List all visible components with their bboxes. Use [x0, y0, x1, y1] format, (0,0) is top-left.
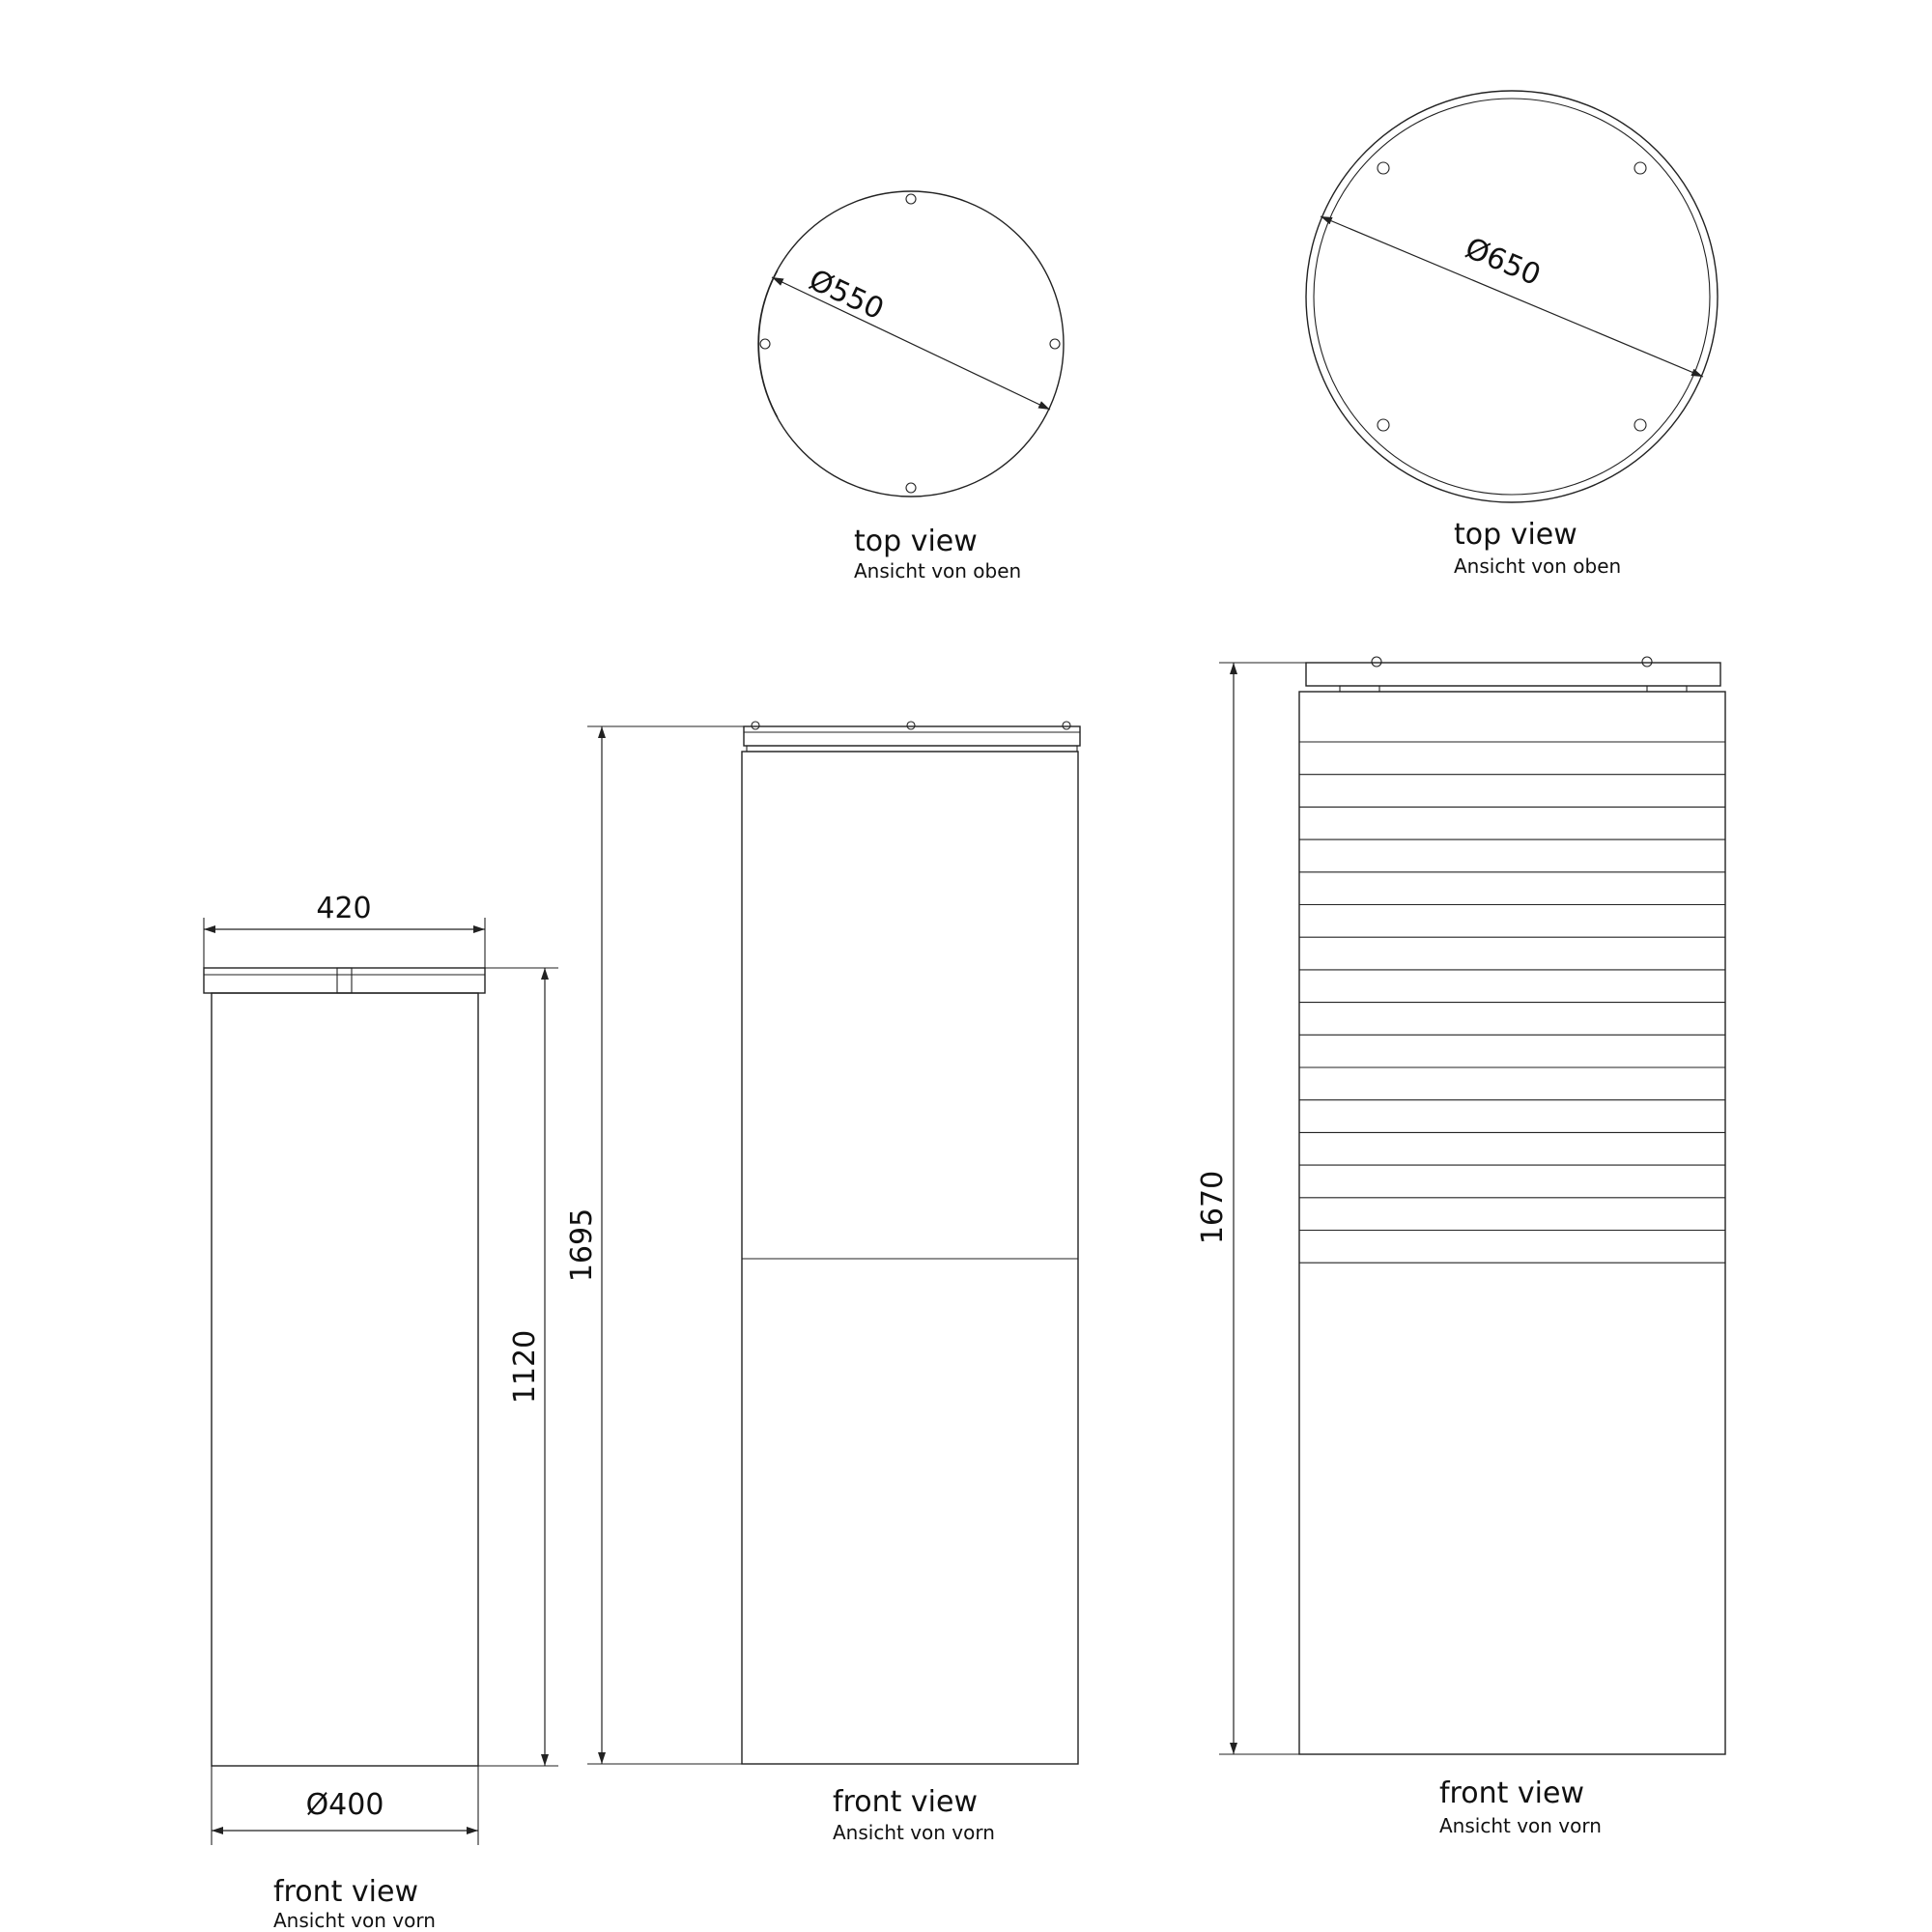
- top-large-bolt-hole: [1634, 419, 1646, 431]
- top-large-subtitle: Ansicht von oben: [1454, 554, 1622, 578]
- front-large-title: front view: [1439, 1776, 1584, 1810]
- front-view-large: [1196, 657, 1725, 1837]
- front-small-lid: [204, 968, 485, 993]
- top-view-large: [1306, 91, 1718, 578]
- top-large-bolt-hole: [1634, 162, 1646, 174]
- top-large-diameter-label: Ø650: [1460, 231, 1546, 294]
- front-view-mid: [565, 722, 1080, 1844]
- front-mid-body: [742, 752, 1078, 1764]
- front-large-lid: [1306, 663, 1720, 686]
- top-small-subtitle: Ansicht von oben: [854, 559, 1022, 582]
- front-small-subtitle: Ansicht von vorn: [273, 1909, 436, 1932]
- top-small-bolt-hole: [760, 339, 770, 349]
- top-large-title: top view: [1454, 518, 1577, 552]
- top-large-diameter-line: [1321, 216, 1703, 377]
- front-mid-height-label: 1695: [565, 1208, 599, 1283]
- top-view-small: [758, 191, 1064, 582]
- top-small-inner-arc: [759, 270, 778, 417]
- front-mid-bolt-head: [1063, 722, 1070, 729]
- front-small-height-label: 1120: [508, 1329, 542, 1405]
- top-small-bolt-hole: [906, 483, 916, 493]
- front-large-slats: [1299, 742, 1725, 1263]
- front-mid-lid-flange: [747, 746, 1077, 752]
- front-large-bolt-head: [1642, 657, 1652, 667]
- front-large-subtitle: Ansicht von vorn: [1439, 1814, 1602, 1837]
- front-small-diameter-label: Ø400: [305, 1788, 384, 1822]
- front-mid-subtitle: Ansicht von vorn: [833, 1821, 995, 1844]
- front-small-title: front view: [273, 1875, 418, 1909]
- front-large-lid-flange: [1340, 686, 1687, 692]
- front-small-width-label: 420: [316, 892, 372, 925]
- front-view-small: [204, 892, 558, 1932]
- top-large-bolt-hole: [1378, 419, 1389, 431]
- top-small-diameter-label: Ø550: [803, 263, 890, 327]
- front-large-body: [1299, 692, 1725, 1754]
- top-small-bolt-hole: [1050, 339, 1060, 349]
- front-mid-title: front view: [833, 1785, 978, 1819]
- front-small-lid-slot: [337, 968, 352, 993]
- front-large-bolt-head: [1372, 657, 1381, 667]
- front-small-body: [212, 993, 478, 1766]
- top-large-bolt-hole: [1378, 162, 1389, 174]
- front-mid-bolt-head: [907, 722, 915, 729]
- top-small-bolt-hole: [906, 194, 916, 204]
- front-large-height-label: 1670: [1196, 1170, 1230, 1245]
- top-small-title: top view: [854, 525, 978, 558]
- front-mid-bolt-head: [752, 722, 759, 729]
